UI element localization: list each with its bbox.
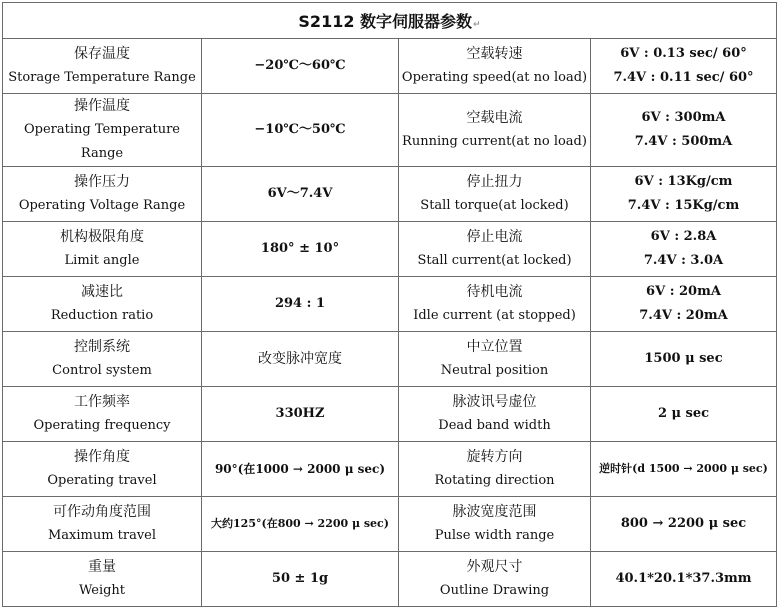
param-label-cell bbox=[399, 497, 591, 552]
param-label-cell bbox=[399, 277, 591, 332]
param-label-cell bbox=[399, 39, 591, 94]
param-name-cn: 脉波讯号虚位 bbox=[452, 394, 537, 410]
param-name-en: Maximum travel bbox=[47, 528, 157, 543]
param-label-cell bbox=[3, 222, 202, 277]
param-label-cell bbox=[399, 222, 591, 277]
param-value: 大约125°(在800 → 2200 μ sec) bbox=[211, 517, 389, 530]
param-value: 1500 μ sec bbox=[644, 351, 723, 366]
param-name-cn: 机构极限角度 bbox=[60, 229, 144, 245]
param-label-cell bbox=[3, 332, 202, 387]
param-value: 7.4V : 15Kg/cm bbox=[627, 198, 740, 213]
param-value: 6V : 2.8A bbox=[650, 229, 717, 244]
param-name-en: Rotating direction bbox=[434, 473, 555, 488]
param-value: 40.1*20.1*37.3mm bbox=[615, 571, 752, 586]
param-name-cn: 操作压力 bbox=[74, 174, 130, 190]
table-row bbox=[3, 167, 777, 222]
param-value: 6V : 13Kg/cm bbox=[634, 174, 733, 189]
param-value-cell bbox=[202, 94, 399, 167]
param-label-cell bbox=[3, 94, 202, 167]
param-value-cell bbox=[202, 497, 399, 552]
spec-table bbox=[2, 2, 777, 607]
param-value-cell bbox=[202, 442, 399, 497]
param-value: 6V : 0.13 sec/ 60° bbox=[620, 46, 747, 61]
param-name-en: Dead band width bbox=[438, 418, 551, 433]
param-label-cell bbox=[399, 94, 591, 167]
param-value-cell bbox=[202, 552, 399, 607]
param-name-en: Operating Voltage Range bbox=[18, 198, 186, 213]
param-value-cell bbox=[202, 277, 399, 332]
param-value: 800 → 2200 μ sec bbox=[620, 516, 747, 531]
table-row bbox=[3, 442, 777, 497]
param-value-cell bbox=[202, 167, 399, 222]
param-value: −20℃～60℃ bbox=[254, 58, 346, 73]
param-name-en: Running current(at no load) bbox=[402, 134, 587, 149]
param-name-en: Storage Temperature Range bbox=[8, 70, 196, 85]
param-label-cell bbox=[3, 39, 202, 94]
param-value-cell bbox=[591, 552, 777, 607]
param-name-cn: 重量 bbox=[88, 559, 116, 575]
param-label-cell bbox=[3, 552, 202, 607]
param-label-cell bbox=[399, 552, 591, 607]
param-name-cn: 中立位置 bbox=[466, 339, 523, 355]
table-row bbox=[3, 552, 777, 607]
table-row bbox=[3, 387, 777, 442]
param-value-cell bbox=[591, 387, 777, 442]
param-name-cn: 工作频率 bbox=[74, 394, 130, 410]
param-name-en: Operating Temperature Range bbox=[23, 122, 180, 161]
param-name-en: Stall current(at locked) bbox=[417, 253, 572, 268]
param-label-cell bbox=[3, 277, 202, 332]
param-value-cell bbox=[202, 332, 399, 387]
param-value: 7.4V : 3.0A bbox=[643, 253, 724, 268]
param-value: 6V～7.4V bbox=[267, 186, 333, 201]
param-value: 7.4V : 0.11 sec/ 60° bbox=[613, 70, 754, 85]
param-name-en: Operating frequency bbox=[33, 418, 171, 433]
title-row bbox=[3, 3, 777, 39]
param-value-cell bbox=[591, 277, 777, 332]
param-name-cn: 保存温度 bbox=[74, 46, 130, 62]
param-name-cn: 操作角度 bbox=[74, 449, 130, 465]
param-name-en: Operating travel bbox=[47, 473, 157, 488]
table-row bbox=[3, 222, 777, 277]
param-name-en: Weight bbox=[78, 583, 126, 598]
param-name-en: Reduction ratio bbox=[50, 308, 154, 323]
param-name-cn: 外观尺寸 bbox=[466, 559, 523, 575]
param-name-cn: 可作动角度范围 bbox=[53, 504, 151, 520]
param-name-en: Stall torque(at locked) bbox=[420, 198, 569, 213]
param-value-cell bbox=[591, 497, 777, 552]
param-value: 294 : 1 bbox=[274, 296, 326, 311]
param-label-cell bbox=[399, 442, 591, 497]
param-value-cell bbox=[202, 222, 399, 277]
table-row bbox=[3, 94, 777, 167]
param-name-cn: 待机电流 bbox=[466, 284, 523, 300]
table-row bbox=[3, 332, 777, 387]
param-value-cell bbox=[202, 39, 399, 94]
param-value: 7.4V : 20mA bbox=[639, 308, 728, 323]
param-name-en: Control system bbox=[52, 363, 152, 378]
param-value-cell bbox=[591, 167, 777, 222]
param-name-cn: 空载转速 bbox=[466, 46, 523, 62]
param-name-cn: 空载电流 bbox=[466, 110, 523, 126]
param-value: 180° ± 10° bbox=[260, 241, 340, 256]
param-name-en: Limit angle bbox=[64, 253, 140, 268]
param-name-cn: 停止电流 bbox=[466, 229, 523, 245]
param-name-cn: 减速比 bbox=[81, 284, 123, 300]
param-value-cell bbox=[591, 332, 777, 387]
param-label-cell bbox=[3, 167, 202, 222]
param-name-cn: 旋转方向 bbox=[466, 449, 523, 465]
param-value: −10℃～50℃ bbox=[254, 122, 346, 137]
param-value: 改变脉冲宽度 bbox=[258, 351, 342, 367]
param-label-cell bbox=[3, 497, 202, 552]
param-name-en: Neutral position bbox=[440, 363, 549, 378]
param-label-cell bbox=[399, 332, 591, 387]
param-value: 6V : 300mA bbox=[641, 110, 726, 125]
param-value: 50 ± 1g bbox=[271, 571, 329, 586]
param-name-cn: 脉波宽度范围 bbox=[452, 504, 537, 520]
param-value-cell bbox=[591, 222, 777, 277]
param-value-cell bbox=[591, 442, 777, 497]
param-value: 7.4V : 500mA bbox=[634, 134, 733, 149]
spec-sheet bbox=[2, 2, 776, 598]
param-value-cell bbox=[591, 94, 777, 167]
param-value-cell bbox=[591, 39, 777, 94]
param-name-en: Operating speed(at no load) bbox=[401, 70, 588, 85]
param-value: 逆时针(d 1500 → 2000 μ sec) bbox=[599, 462, 768, 475]
param-name-en: Outline Drawing bbox=[439, 583, 550, 598]
param-label-cell bbox=[3, 442, 202, 497]
param-label-cell bbox=[399, 387, 591, 442]
table-row bbox=[3, 497, 777, 552]
param-name-en: Idle current (at stopped) bbox=[413, 308, 576, 323]
param-name-en: Pulse width range bbox=[434, 528, 555, 543]
table-title: S2112 数字伺服器参数↵ bbox=[3, 3, 777, 39]
table-row bbox=[3, 277, 777, 332]
param-value-cell bbox=[202, 387, 399, 442]
param-value: 2 μ sec bbox=[657, 406, 710, 421]
param-value: 90°(在1000 → 2000 μ sec) bbox=[214, 462, 386, 476]
param-value: 330HZ bbox=[275, 406, 325, 421]
param-label-cell bbox=[3, 387, 202, 442]
table-row bbox=[3, 39, 777, 94]
param-name-cn: 控制系统 bbox=[74, 339, 130, 355]
param-value: 6V : 20mA bbox=[646, 284, 721, 299]
param-name-cn: 操作温度 bbox=[74, 98, 130, 114]
param-name-cn: 停止扭力 bbox=[466, 174, 523, 190]
param-label-cell bbox=[399, 167, 591, 222]
